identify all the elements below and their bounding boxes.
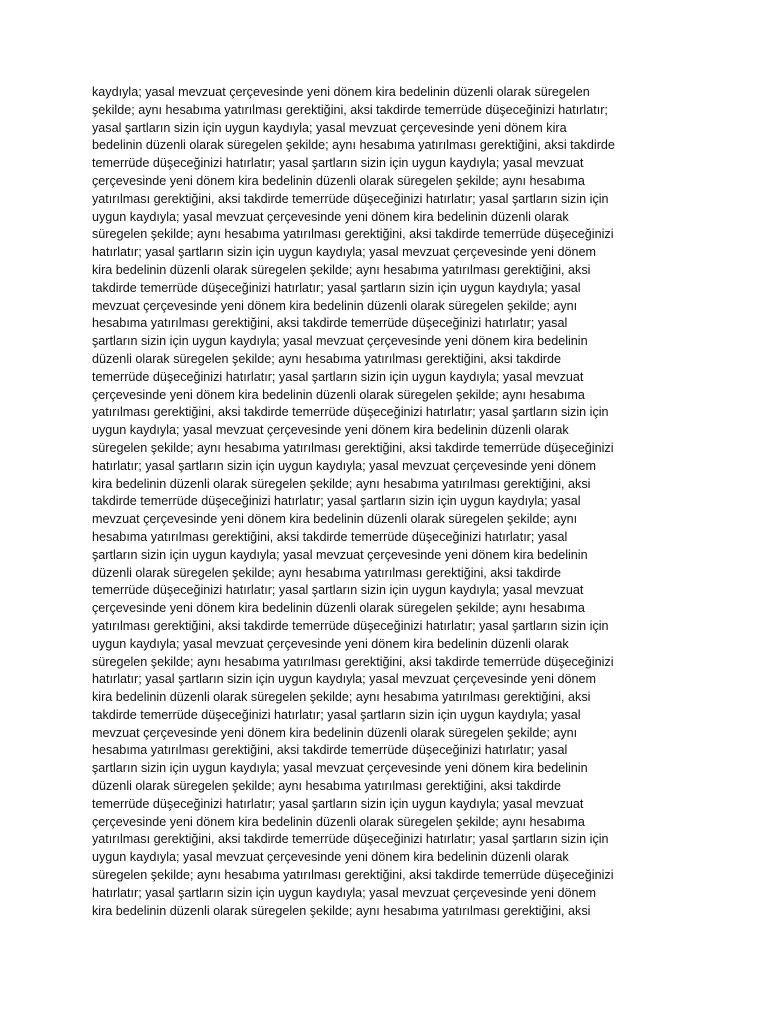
text-line: yatırılması gerektiğini, aksi takdirde temerrüde düşeceğinizi hatırlatır; yasal şartların sizin için (92, 832, 609, 847)
text-line: uygun kaydıyla; yasal mevzuat çerçevesinde yeni dönem kira bedelinin düzenli olarak (92, 423, 569, 438)
text-line: takdirde temerrüde düşeceğinizi hatırlatır; yasal şartların sizin için uygun kaydıyla; yasal (92, 707, 581, 722)
text-line: mevzuat çerçevesinde yeni dönem kira bedelinin düzenli olarak süregelen şekilde; aynı (92, 298, 578, 313)
text-line: süregelen şekilde; aynı hesabıma yatırılması gerektiğini, aksi takdirde temerrüde düşeceğinizi (92, 440, 614, 455)
text-line: uygun kaydıyla; yasal mevzuat çerçevesinde yeni dönem kira bedelinin düzenli olarak (92, 850, 569, 865)
body-text (92, 84, 692, 920)
text-line: yatırılması gerektiğini, aksi takdirde temerrüde düşeceğinizi hatırlatır; yasal şartların sizin için (92, 618, 609, 633)
text-line: kaydıyla; yasal mevzuat çerçevesinde yeni dönem kira bedelinin düzenli olarak süregelen (92, 85, 590, 99)
text-line: uygun kaydıyla; yasal mevzuat çerçevesinde yeni dönem kira bedelinin düzenli olarak (92, 209, 569, 224)
text-line: şartların sizin için uygun kaydıyla; yasal mevzuat çerçevesinde yeni dönem kira bedelinin (92, 547, 588, 562)
text-line: kira bedelinin düzenli olarak süregelen şekilde; aynı hesabıma yatırılması gerektiğini, aksi (92, 690, 591, 705)
text-line: düzenli olarak süregelen şekilde; aynı hesabıma yatırılması gerektiğini, aksi takdirde (92, 565, 562, 580)
text-line: süregelen şekilde; aynı hesabıma yatırılması gerektiğini, aksi takdirde temerrüde düşeceğinizi (92, 868, 614, 883)
text-line: şekilde; aynı hesabıma yatırılması gerektiğini, aksi takdirde temerrüde düşeceğinizi hatırlatır; (92, 102, 608, 117)
text-line: süregelen şekilde; aynı hesabıma yatırılması gerektiğini, aksi takdirde temerrüde düşeceğinizi (92, 227, 614, 242)
text-line: hatırlatır; yasal şartların sizin için uygun kaydıyla; yasal mevzuat çerçevesinde yeni dönem (92, 885, 596, 900)
text-line: şartların sizin için uygun kaydıyla; yasal mevzuat çerçevesinde yeni dönem kira bedelinin (92, 761, 588, 776)
text-line: düzenli olarak süregelen şekilde; aynı hesabıma yatırılması gerektiğini, aksi takdirde (92, 351, 562, 366)
text-line: takdirde temerrüde düşeceğinizi hatırlatır; yasal şartların sizin için uygun kaydıyla; yasal (92, 494, 581, 509)
text-line: süregelen şekilde; aynı hesabıma yatırılması gerektiğini, aksi takdirde temerrüde düşeceğinizi (92, 654, 614, 669)
text-line: bedelinin düzenli olarak süregelen şekilde; aynı hesabıma yatırılması gerektiğini, aksi takdirde (92, 138, 615, 153)
text-line: kira bedelinin düzenli olarak süregelen şekilde; aynı hesabıma yatırılması gerektiğini, aksi (92, 903, 591, 918)
text-line: kira bedelinin düzenli olarak süregelen şekilde; aynı hesabıma yatırılması gerektiğini, aksi (92, 476, 591, 491)
text-line: mevzuat çerçevesinde yeni dönem kira bedelinin düzenli olarak süregelen şekilde; aynı (92, 725, 578, 740)
text-line: düzenli olarak süregelen şekilde; aynı hesabıma yatırılması gerektiğini, aksi takdirde (92, 779, 562, 794)
text-line: çerçevesinde yeni dönem kira bedelinin düzenli olarak süregelen şekilde; aynı hesabıma (92, 173, 585, 188)
text-line: hatırlatır; yasal şartların sizin için uygun kaydıyla; yasal mevzuat çerçevesinde yeni dönem (92, 672, 596, 687)
text-line: takdirde temerrüde düşeceğinizi hatırlatır; yasal şartların sizin için uygun kaydıyla; yasal (92, 280, 581, 295)
text-line: temerrüde düşeceğinizi hatırlatır; yasal şartların sizin için uygun kaydıyla; yasal mevzuat (92, 583, 584, 598)
text-line: temerrüde düşeceğinizi hatırlatır; yasal şartların sizin için uygun kaydıyla; yasal mevzuat (92, 796, 584, 811)
text-line: kira bedelinin düzenli olarak süregelen şekilde; aynı hesabıma yatırılması gerektiğini, aksi (92, 262, 591, 277)
text-line: çerçevesinde yeni dönem kira bedelinin düzenli olarak süregelen şekilde; aynı hesabıma (92, 387, 585, 402)
text-line: hatırlatır; yasal şartların sizin için uygun kaydıyla; yasal mevzuat çerçevesinde yeni dönem (92, 458, 596, 473)
text-line: yatırılması gerektiğini, aksi takdirde temerrüde düşeceğinizi hatırlatır; yasal şartların sizin için (92, 405, 609, 420)
text-line: hesabıma yatırılması gerektiğini, aksi takdirde temerrüde düşeceğinizi hatırlatır; yasal (92, 529, 568, 544)
text-line: çerçevesinde yeni dönem kira bedelinin düzenli olarak süregelen şekilde; aynı hesabıma (92, 814, 585, 829)
text-line: uygun kaydıyla; yasal mevzuat çerçevesinde yeni dönem kira bedelinin düzenli olarak (92, 636, 569, 651)
text-line: hesabıma yatırılması gerektiğini, aksi takdirde temerrüde düşeceğinizi hatırlatır; yasal (92, 316, 568, 331)
text-line: temerrüde düşeceğinizi hatırlatır; yasal şartların sizin için uygun kaydıyla; yasal mevzuat (92, 369, 584, 384)
text-line: yasal şartların sizin için uygun kaydıyla; yasal mevzuat çerçevesinde yeni dönem kira (92, 120, 567, 135)
text-line: hesabıma yatırılması gerektiğini, aksi takdirde temerrüde düşeceğinizi hatırlatır; yasal (92, 743, 568, 758)
text-line: şartların sizin için uygun kaydıyla; yasal mevzuat çerçevesinde yeni dönem kira bedelinin (92, 334, 588, 349)
text-line: temerrüde düşeceğinizi hatırlatır; yasal şartların sizin için uygun kaydıyla; yasal mevzuat (92, 156, 584, 171)
text-line: yatırılması gerektiğini, aksi takdirde temerrüde düşeceğinizi hatırlatır; yasal şartların sizin için (92, 191, 609, 206)
text-line: mevzuat çerçevesinde yeni dönem kira bedelinin düzenli olarak süregelen şekilde; aynı (92, 512, 578, 527)
text-line: çerçevesinde yeni dönem kira bedelinin düzenli olarak süregelen şekilde; aynı hesabıma (92, 601, 585, 616)
text-line: hatırlatır; yasal şartların sizin için uygun kaydıyla; yasal mevzuat çerçevesinde yeni dönem (92, 245, 596, 260)
